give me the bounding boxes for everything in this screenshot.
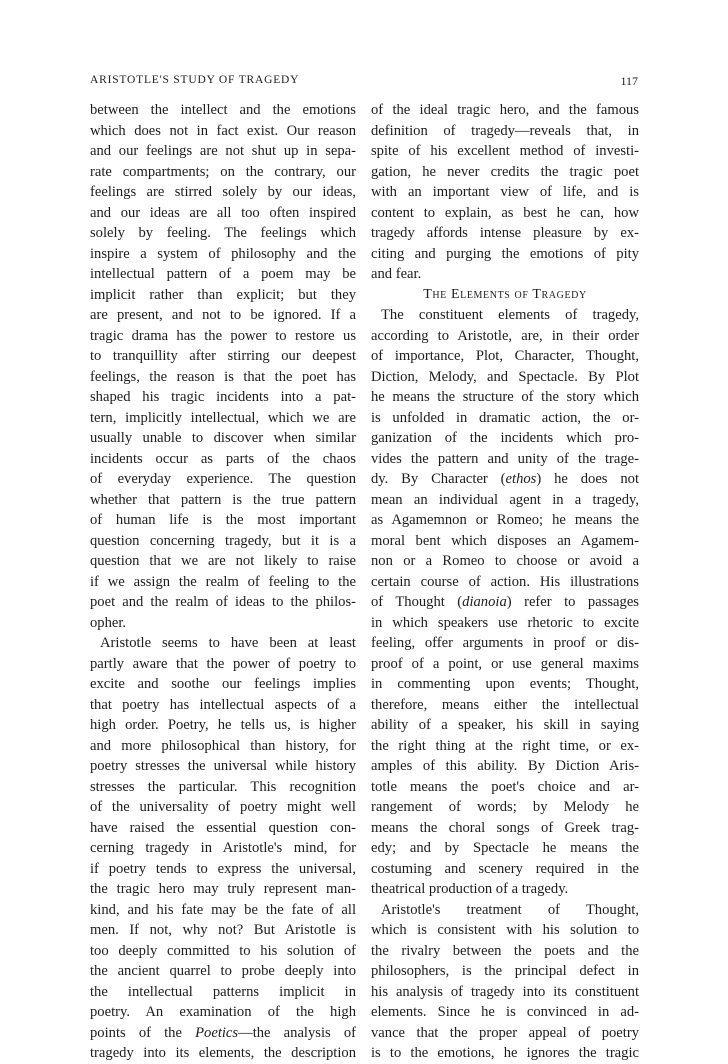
left-column bbox=[90, 100, 356, 1064]
title-italic: Poetics bbox=[195, 1024, 239, 1041]
text-line: with an important view of life, and is bbox=[371, 184, 639, 200]
text-line: have raised the essential question con- bbox=[90, 819, 356, 836]
text-line: the right thing at the right time, or ex- bbox=[371, 737, 639, 754]
text-line: question that we are not likely to raise bbox=[90, 553, 356, 569]
text-line-dianoia bbox=[371, 592, 639, 613]
text-line: question concerning tragedy, but it is a bbox=[90, 532, 356, 549]
term-italic: dianoia bbox=[462, 594, 507, 610]
text-line: high order. Poetry, he tells us, is higher bbox=[90, 717, 356, 733]
text-line: cerning tragedy in Aristotle's mind, for bbox=[90, 840, 356, 856]
text-line: are present, and not to be ignored. If a bbox=[90, 307, 356, 323]
text-line: is unfolded in dramatic action, the or- bbox=[371, 409, 639, 426]
text-line: Aristotle seems to have been at least bbox=[100, 635, 356, 651]
text-fragment: points of the bbox=[90, 1024, 196, 1041]
section-heading: The Elements of Tragedy bbox=[423, 286, 587, 302]
text-line: men. If not, why not? But Aristotle is bbox=[90, 922, 356, 938]
text-line: too deeply committed to his solution of bbox=[90, 942, 356, 959]
text-line: means the choral songs of Greek trag- bbox=[371, 819, 639, 836]
text-line: usually unable to discover when similar bbox=[90, 430, 356, 446]
text-line: if poetry tends to express the universal, bbox=[90, 860, 356, 877]
text-line: the tragic hero may truly represent man- bbox=[90, 881, 356, 897]
text-line: mean an individual agent in a tragedy, bbox=[371, 491, 639, 508]
text-line: proof of a point, or use general maxims bbox=[371, 655, 639, 672]
text-line: which is consistent with his solution to bbox=[371, 922, 639, 938]
text-line: non or a Romeo to choose or avoid a bbox=[371, 553, 639, 569]
right-column bbox=[371, 100, 639, 1064]
text-line: gation, he never credits the tragic poet bbox=[371, 163, 639, 180]
text-line: feelings, the reason is that the poet has bbox=[90, 368, 356, 385]
text-line: incidents occur as parts of the chaos bbox=[90, 450, 356, 467]
text-line: and more philosophical than history, for bbox=[90, 737, 356, 754]
text-line: amples of this ability. By Diction Aris- bbox=[371, 758, 639, 774]
text-line: the ancient quarrel to probe deeply into bbox=[90, 963, 356, 979]
text-line: that poetry has intellectual aspects of a bbox=[90, 696, 356, 713]
text-line: poetry. An examination of the high bbox=[90, 1004, 356, 1020]
text-line: of everyday experience. The question bbox=[90, 471, 356, 487]
text-line: between the intellect and the emotions bbox=[90, 102, 356, 118]
text-line: is to the emotions, he ignores the tragic bbox=[371, 1045, 639, 1061]
text-line: tern, implicitly intellectual, which we are bbox=[90, 409, 356, 426]
text-fragment: of Thought ( bbox=[371, 594, 463, 610]
text-line: citing and purging the emotions of pity bbox=[371, 245, 639, 262]
text-line: he means the structure of the story which bbox=[371, 389, 639, 405]
text-line: tragedy into its elements, the description bbox=[90, 1045, 356, 1061]
text-line: inspire a system of philosophy and the bbox=[90, 245, 356, 262]
text-line: elements. Since he is convinced in ad- bbox=[371, 1004, 639, 1020]
text-line: the rivalry between the poets and the bbox=[371, 942, 639, 959]
running-head: ARISTOTLE'S STUDY OF TRAGEDY bbox=[90, 74, 300, 86]
text-line: of the universality of poetry might well bbox=[90, 799, 356, 815]
text-line: excite and soothe our feelings implies bbox=[90, 676, 356, 692]
text-line: rangement of words; by Melody he bbox=[371, 799, 639, 815]
text-line: poet and the realm of ideas to the philos- bbox=[90, 594, 356, 610]
text-line: if we assign the realm of feeling to the bbox=[90, 573, 356, 590]
term-italic: ethos bbox=[505, 471, 537, 487]
text-line: whether that pattern is the true pattern bbox=[90, 491, 356, 508]
text-line: ganization of the incidents which pro- bbox=[371, 430, 639, 446]
text-line: totle means the poet's choice and ar- bbox=[371, 778, 639, 795]
text-line: edy; and by Spectacle he means the bbox=[371, 840, 639, 856]
text-line: opher. bbox=[90, 614, 127, 631]
text-fragment: ) he does not bbox=[536, 471, 639, 487]
text-line: vides the pattern and unity of the trage- bbox=[371, 450, 639, 467]
text-fragment: dy. By Character ( bbox=[371, 471, 506, 487]
text-line: as Agamemnon or Romeo; he means the bbox=[371, 512, 639, 528]
text-line: poetry stresses the universal while history bbox=[90, 758, 356, 774]
text-line: of importance, Plot, Character, Thought, bbox=[371, 348, 639, 364]
text-line: theatrical production of a tragedy. bbox=[371, 881, 569, 897]
text-line: according to Aristotle, are, in their order bbox=[371, 327, 639, 344]
text-line: intellectual pattern of a poem may be bbox=[90, 266, 356, 282]
text-line: of the ideal tragic hero, and the famous bbox=[371, 102, 639, 118]
text-line: in commenting upon events; Thought, bbox=[371, 676, 639, 692]
text-line: costuming and scenery required in the bbox=[371, 860, 639, 877]
text-line-ethos bbox=[371, 469, 639, 490]
text-line: vance that the proper appeal of poetry bbox=[371, 1024, 639, 1041]
text-line: of human life is the most important bbox=[90, 512, 356, 528]
text-line: therefore, means either the intellectual bbox=[371, 696, 639, 713]
text-line: tragedy affords intense pleasure by ex- bbox=[371, 225, 639, 241]
text-fragment: ) refer to passages bbox=[506, 594, 639, 610]
text-line: feelings are stirred solely by our ideas, bbox=[90, 184, 356, 200]
text-line: the intellectual patterns implicit in bbox=[90, 983, 356, 1000]
text-line: The constituent elements of tragedy, bbox=[381, 307, 639, 323]
text-line: spite of his excellent method of investi- bbox=[371, 143, 639, 159]
text-line: rate compartments; on the contrary, our bbox=[90, 163, 356, 180]
text-line: and fear. bbox=[371, 266, 422, 282]
text-line: shaped his tragic incidents into a pat- bbox=[90, 389, 356, 405]
text-line: moral bent which disposes an Agamem- bbox=[371, 532, 639, 549]
text-line: stresses the particular. This recognition bbox=[90, 778, 356, 795]
text-line: Diction, Melody, and Spectacle. By Plot bbox=[371, 368, 639, 385]
text-line: and our ideas are all too often inspired bbox=[90, 204, 356, 221]
text-line: partly aware that the power of poetry to bbox=[90, 655, 356, 672]
text-line: implicit rather than explicit; but they bbox=[90, 286, 356, 303]
text-line: definition of tragedy—reveals that, in bbox=[371, 122, 639, 139]
text-line: to tranquillity after stirring our deepest bbox=[90, 348, 356, 364]
text-line: Aristotle's treatment of Thought, bbox=[381, 901, 639, 918]
text-fragment: —the analysis of bbox=[238, 1024, 356, 1041]
text-line: kind, and his fate may be the fate of all bbox=[90, 901, 356, 918]
text-line: tragic drama has the power to restore us bbox=[90, 327, 356, 344]
page-header bbox=[90, 74, 638, 94]
text-line: which does not in fact exist. Our reason bbox=[90, 122, 356, 139]
text-line: content to explain, as best he can, how bbox=[371, 204, 639, 221]
text-line: and our feelings are not shut up in sepa- bbox=[90, 143, 356, 159]
text-line: ability of a speaker, his skill in saying bbox=[371, 717, 639, 733]
text-line: feeling, offer arguments in proof or dis- bbox=[371, 635, 639, 651]
text-line: certain course of action. His illustrations bbox=[371, 573, 639, 590]
text-line: solely by feeling. The feelings which bbox=[90, 225, 356, 241]
text-line: his analysis of tragedy into its constituent bbox=[371, 983, 639, 1000]
text-line: in which speakers use rhetoric to excite bbox=[371, 614, 639, 631]
page-number: 117 bbox=[620, 74, 638, 88]
text-line: philosophers, is the principal defect in bbox=[371, 963, 639, 979]
